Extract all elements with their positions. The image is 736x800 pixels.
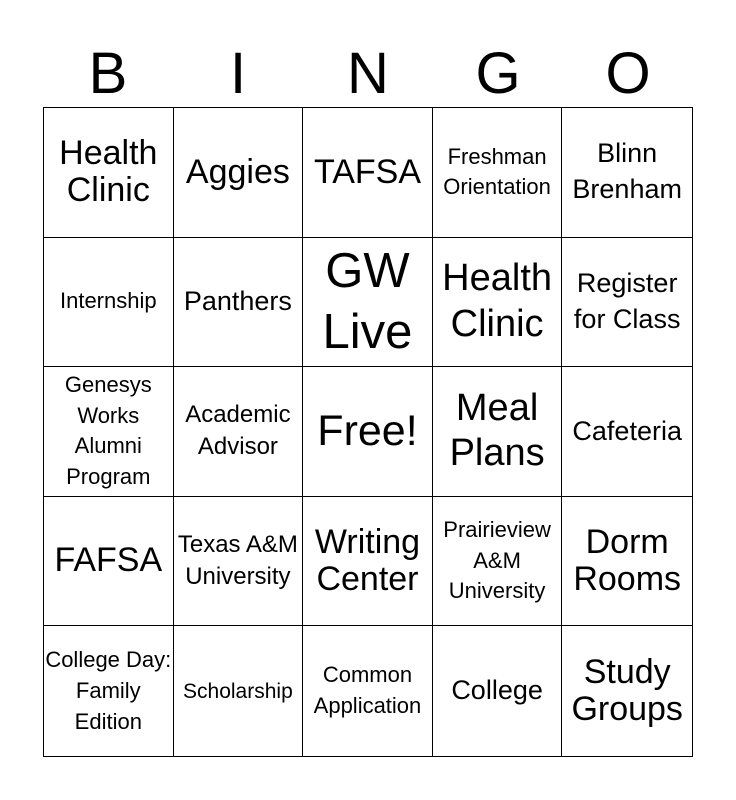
cell-label: Internship (59, 288, 157, 314)
cell-label: College Day: Family Edition (45, 647, 172, 734)
bingo-cell[interactable] (44, 367, 174, 497)
cell-label: Free! (317, 407, 418, 456)
bingo-cell[interactable] (562, 238, 692, 368)
cell-label: Health Clinic (442, 257, 553, 345)
cell-label: Aggies (185, 152, 290, 191)
header-letter-b: B (88, 41, 128, 106)
bingo-cell[interactable] (174, 367, 304, 497)
cell-label: FAFSA (54, 541, 163, 580)
cell-label: Academic Advisor (185, 401, 291, 461)
bingo-cell[interactable] (174, 108, 304, 238)
bingo-cell[interactable] (433, 497, 563, 627)
cell-label: Scholarship (183, 679, 293, 703)
bingo-cell[interactable] (433, 626, 563, 756)
bingo-cell[interactable] (303, 626, 433, 756)
cell-label: College (451, 675, 543, 706)
bingo-cell[interactable] (562, 626, 692, 756)
bingo-cell[interactable] (174, 238, 304, 368)
cell-label: Blinn Brenham (572, 138, 682, 205)
bingo-cell[interactable] (433, 238, 563, 368)
bingo-cell[interactable] (303, 108, 433, 238)
bingo-board (43, 107, 693, 757)
bingo-cell[interactable] (44, 626, 174, 756)
cell-label: Prairieview A&M University (443, 516, 551, 604)
cell-label: Common Application (313, 662, 422, 719)
bingo-cell[interactable] (303, 497, 433, 627)
cell-label: TAFSA (313, 152, 421, 191)
bingo-cell[interactable] (562, 108, 692, 238)
cell-label: Writing Center (314, 522, 421, 599)
cell-label: GW Live (322, 243, 413, 359)
cell-label: Freshman Orientation (443, 143, 551, 200)
cell-label: Dorm Rooms (573, 522, 682, 599)
cell-label: Register for Class (573, 267, 681, 334)
header-letter-n: N (347, 41, 389, 106)
bingo-header (43, 40, 693, 108)
cell-label: Meal Plans (449, 386, 545, 475)
bingo-cell[interactable] (44, 497, 174, 627)
bingo-cell[interactable] (562, 497, 692, 627)
bingo-cell[interactable] (433, 367, 563, 497)
bingo-cell[interactable] (303, 367, 433, 497)
cell-label: Cafeteria (572, 415, 682, 446)
cell-label: Panthers (183, 285, 292, 316)
header-letter-i: I (229, 41, 247, 106)
bingo-cell[interactable] (433, 108, 563, 238)
header-letter-o: O (605, 41, 651, 106)
bingo-cell[interactable] (44, 238, 174, 368)
cell-label: Texas A&M University (177, 530, 298, 591)
bingo-cell[interactable] (174, 626, 304, 756)
bingo-cell[interactable] (44, 108, 174, 238)
bingo-cell[interactable] (303, 238, 433, 368)
cell-label: Genesys Works Alumni Program (64, 371, 152, 490)
cell-label: Study Groups (571, 652, 683, 729)
header-letter-g: G (475, 41, 521, 106)
bingo-cell[interactable] (562, 367, 692, 497)
cell-label: Health Clinic (59, 133, 158, 210)
bingo-cell[interactable] (174, 497, 304, 627)
